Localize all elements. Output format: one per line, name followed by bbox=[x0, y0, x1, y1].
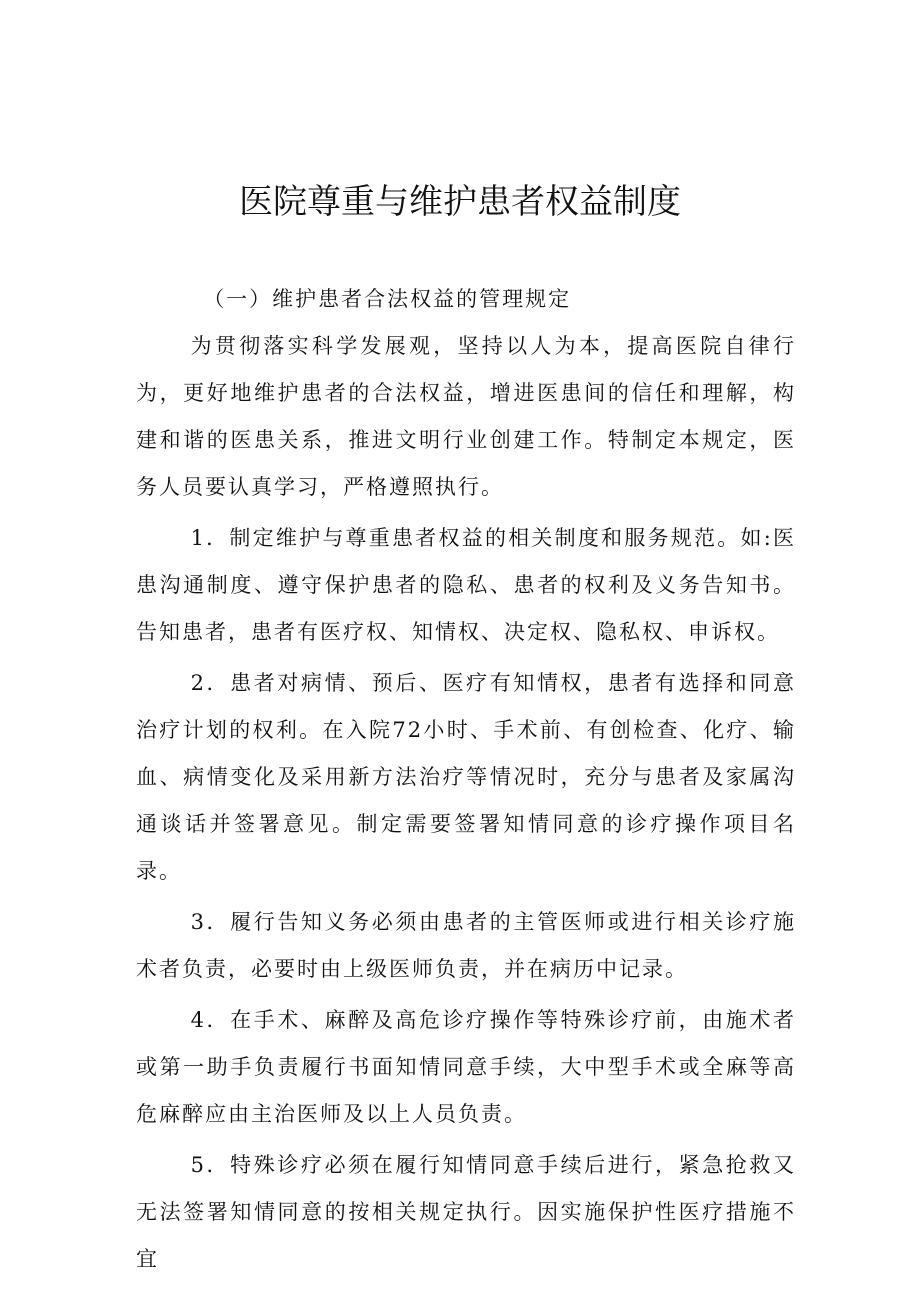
document-title: 医院尊重与维护患者权益制度 bbox=[239, 182, 681, 222]
intro-paragraph: 为贯彻落实科学发展观，坚持以人为本，提高医院自律行为，更好地维护患者的合法权益，增进医患间的信任和理解，构建和谐的医患关系，推进文明行业创建工作。特制定本规定，医务人员要认真学习，严格遵照执行。 bbox=[136, 334, 796, 499]
section-heading: （一）维护患者合法权益的管理规定 bbox=[203, 287, 572, 311]
rule-item-1: 1．制定维护与尊重患者权益的相关制度和服务规范。如:医患沟通制度、遵守保护患者的隐私、患者的权利及义务告知书。告知患者，患者有医疗权、知情权、决定权、隐私权、申诉权。 bbox=[136, 526, 796, 644]
rule-item-5: 5．特殊诊疗必须在履行知情同意手续后进行，紧急抢救又无法签署知情同意的按相关规定执行。因实施保护性医疗措施不宜 bbox=[136, 1153, 796, 1271]
rule-item-3: 3．履行告知义务必须由患者的主管医师或进行相关诊疗施术者负责，必要时由上级医师负责，并在病历中记录。 bbox=[136, 910, 796, 981]
document-body bbox=[136, 276, 796, 1287]
rule-item-4: 4．在手术、麻醉及高危诊疗操作等特殊诊疗前，由施术者或第一助手负责履行书面知情同意手续，大中型手术或全麻等高危麻醉应由主治医师及以上人员负责。 bbox=[136, 1008, 796, 1126]
rule-item-2: 2．患者对病情、预后、医疗有知情权，患者有选择和同意治疗计划的权利。在入院72小时、手术前、有创检查、化疗、输血、病情变化及采用新方法治疗等情况时，充分与患者及家属沟通谈话并签署意见。制定需要签署知情同意的诊疗操作项目名录。 bbox=[136, 671, 796, 883]
